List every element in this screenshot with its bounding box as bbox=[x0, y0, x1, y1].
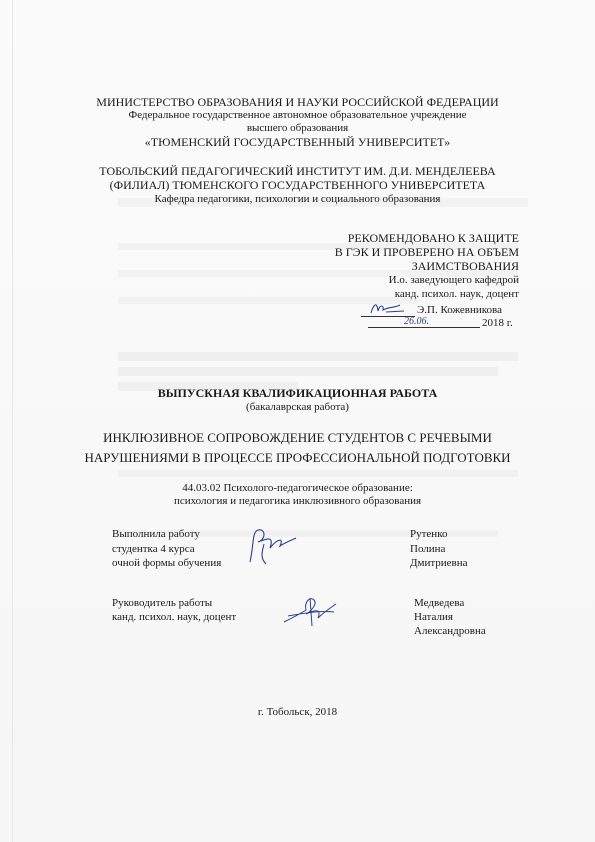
work-type: ВЫПУСКНАЯ КВАЛИФИКАЦИОННАЯ РАБОТА bbox=[157, 386, 438, 400]
work-title-line-1: ИНКЛЮЗИВНОЕ СОПРОВОЖДЕНИЕ СТУДЕНТОВ С РЕЧЕВЫМИ bbox=[103, 430, 492, 445]
supervisor-signature-icon bbox=[280, 592, 340, 632]
approval-name: Э.П. Кожевникова bbox=[417, 304, 502, 316]
author-name: Полина bbox=[410, 543, 446, 555]
supervisor-name: Наталия bbox=[414, 611, 453, 623]
institution-type-line-2: высшего образования bbox=[246, 122, 349, 134]
approval-date-line bbox=[368, 327, 480, 328]
author-patronymic: Дмитриевна bbox=[410, 557, 468, 569]
approval-signature-icon bbox=[368, 299, 408, 317]
supervisor-role-line-2: канд. психол. наук, доцент bbox=[112, 611, 237, 623]
specialty-code: 44.03.02 Психолого-педагогическое образование: bbox=[182, 482, 413, 494]
institution-type-line-1: Федеральное государственное автономное образовательное учреждение bbox=[128, 109, 467, 121]
work-level: (бакалаврская работа) bbox=[246, 401, 349, 413]
author-role-line-3: очной формы обучения bbox=[112, 557, 222, 569]
approval-year: 2018 г. bbox=[482, 317, 513, 329]
department-line: Кафедра педагогики, психологии и социального образования bbox=[154, 193, 441, 205]
approval-line-1: РЕКОМЕНДОВАНО К ЗАЩИТЕ bbox=[347, 231, 519, 245]
author-role-line-1: Выполнила работу bbox=[112, 528, 200, 540]
work-title-line-2: НАРУШЕНИЯМИ В ПРОЦЕССЕ ПРОФЕССИОНАЛЬНОЙ ПОДГОТОВКИ bbox=[84, 450, 511, 465]
specialty-profile: психология и педагогика инклюзивного образования bbox=[173, 495, 422, 507]
university-name: «ТЮМЕНСКИЙ ГОСУДАРСТВЕННЫЙ УНИВЕРСИТЕТ» bbox=[144, 135, 451, 149]
ministry-line: МИНИСТЕРСТВО ОБРАЗОВАНИЯ И НАУКИ РОССИЙСКОЙ ФЕДЕРАЦИИ bbox=[96, 95, 499, 109]
approval-position: И.о. заведующего кафедрой bbox=[388, 274, 519, 286]
institute-line-1: ТОБОЛЬСКИЙ ПЕДАГОГИЧЕСКИЙ ИНСТИТУТ ИМ. Д.И. МЕНДЕЛЕЕВА bbox=[99, 164, 496, 178]
approval-date-handwritten: 26.06. bbox=[404, 316, 429, 327]
supervisor-patronymic: Александровна bbox=[414, 625, 486, 637]
supervisor-role-line-1: Руководитель работы bbox=[112, 597, 213, 609]
supervisor-surname: Медведева bbox=[414, 597, 465, 609]
institute-line-2: (ФИЛИАЛ) ТЮМЕНСКОГО ГОСУДАРСТВЕННОГО УНИВЕРСИТЕТА bbox=[109, 178, 486, 192]
author-surname: Рутенко bbox=[410, 528, 448, 540]
approval-line-3: ЗАИМСТВОВАНИЯ bbox=[411, 259, 519, 273]
city-year: г. Тобольск, 2018 bbox=[257, 706, 338, 718]
author-role-line-2: студентка 4 курса bbox=[112, 543, 195, 555]
approval-degree: канд. психол. наук, доцент bbox=[394, 288, 519, 300]
author-signature-icon bbox=[244, 524, 300, 568]
approval-line-2: В ГЭК И ПРОВЕРЕНО НА ОБЪЕМ bbox=[334, 245, 519, 259]
